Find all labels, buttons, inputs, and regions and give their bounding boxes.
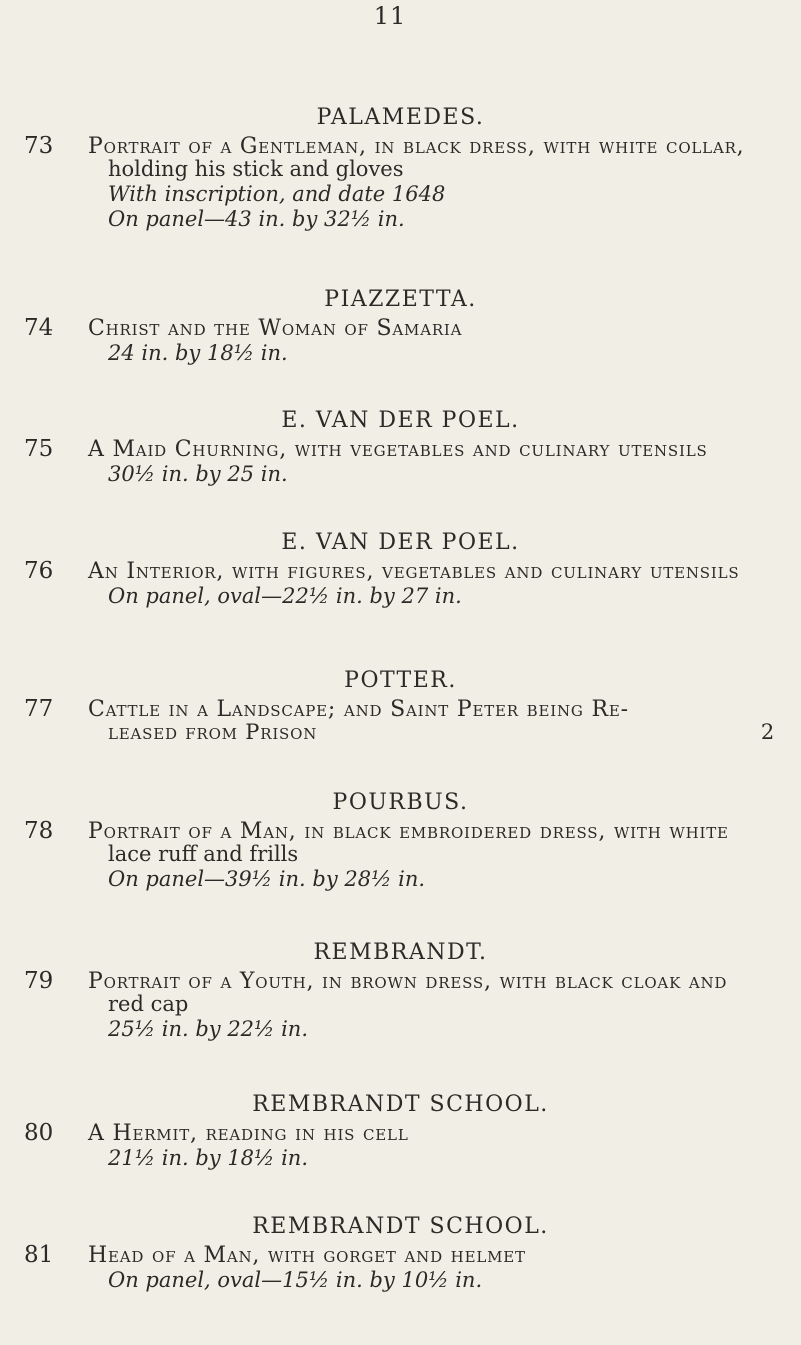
lot-number: 76 [24, 558, 54, 584]
lot-title: Christ and the Woman of Samaria [88, 316, 463, 341]
lot-description [88, 135, 793, 231]
lot-title-continuation: holding his stick and gloves [108, 157, 404, 181]
lot-number: 79 [24, 968, 54, 994]
artist-heading: REMBRANDT SCHOOL. [252, 1092, 549, 1117]
artist-heading: POTTER. [344, 668, 457, 693]
lot-detail: 24 in. by 18½ in. [108, 341, 288, 365]
lot-title-continuation-text: leased from Prison [108, 720, 318, 744]
lot-title: An Interior, with figures, vegetables and culinary utensils [88, 559, 740, 584]
lot-title: Portrait of a Gentleman, in black dress, with white collar, [88, 134, 745, 159]
artist-heading: REMBRANDT. [313, 940, 488, 965]
lot-description [88, 820, 793, 891]
lot-title-continuation: red cap [108, 992, 189, 1016]
lot-detail: With inscription, and date 1648 [108, 182, 446, 206]
lot-title: A Maid Churning, with vegetables and culinary utensils [88, 437, 708, 462]
artist-heading: POURBUS. [332, 790, 469, 815]
lot-number: 77 [24, 696, 54, 722]
lot-number: 80 [24, 1120, 54, 1146]
lot-description [88, 438, 793, 486]
lot-description [88, 970, 793, 1041]
lot-detail: On panel, oval—15½ in. by 10½ in. [108, 1268, 483, 1292]
lot-number: 75 [24, 436, 54, 462]
artist-heading: E. VAN DER POEL. [281, 408, 520, 433]
lot-title-continuation: lace ruff and frills [108, 842, 299, 866]
lot-number: 73 [24, 133, 54, 159]
lot-title: Head of a Man, with gorget and helmet [88, 1243, 526, 1268]
lot-description [88, 1244, 793, 1292]
lot-detail: 30½ in. by 25 in. [108, 462, 288, 486]
lot-detail: On panel, oval—22½ in. by 27 in. [108, 584, 462, 608]
lot-detail: On panel—39½ in. by 28½ in. [108, 867, 426, 891]
lot-number: 74 [24, 315, 54, 341]
artist-heading: REMBRANDT SCHOOL. [252, 1214, 549, 1239]
lot-detail: On panel—43 in. by 32½ in. [108, 207, 405, 231]
lot-number: 78 [24, 818, 54, 844]
lot-description [88, 698, 793, 744]
lot-title: Portrait of a Youth, in brown dress, with black cloak and [88, 969, 728, 994]
lot-quantity: 2 [760, 720, 775, 744]
lot-number: 81 [24, 1242, 54, 1268]
lot-detail: 21½ in. by 18½ in. [108, 1146, 308, 1170]
lot-title: A Hermit, reading in his cell [88, 1121, 409, 1146]
artist-heading: PALAMEDES. [316, 105, 485, 130]
lot-detail: 25½ in. by 22½ in. [108, 1017, 308, 1041]
artist-heading: E. VAN DER POEL. [281, 530, 520, 555]
lot-title-continuation [108, 721, 793, 744]
lot-description [88, 317, 793, 365]
artist-heading: PIAZZETTA. [324, 287, 477, 312]
lot-title: Cattle in a Landscape; and Saint Peter being Re- [88, 697, 629, 722]
lot-title: Portrait of a Man, in black embroidered dress, with white [88, 819, 729, 844]
lot-description [88, 560, 793, 608]
page-number: 11 [373, 2, 407, 30]
lot-description [88, 1122, 793, 1170]
